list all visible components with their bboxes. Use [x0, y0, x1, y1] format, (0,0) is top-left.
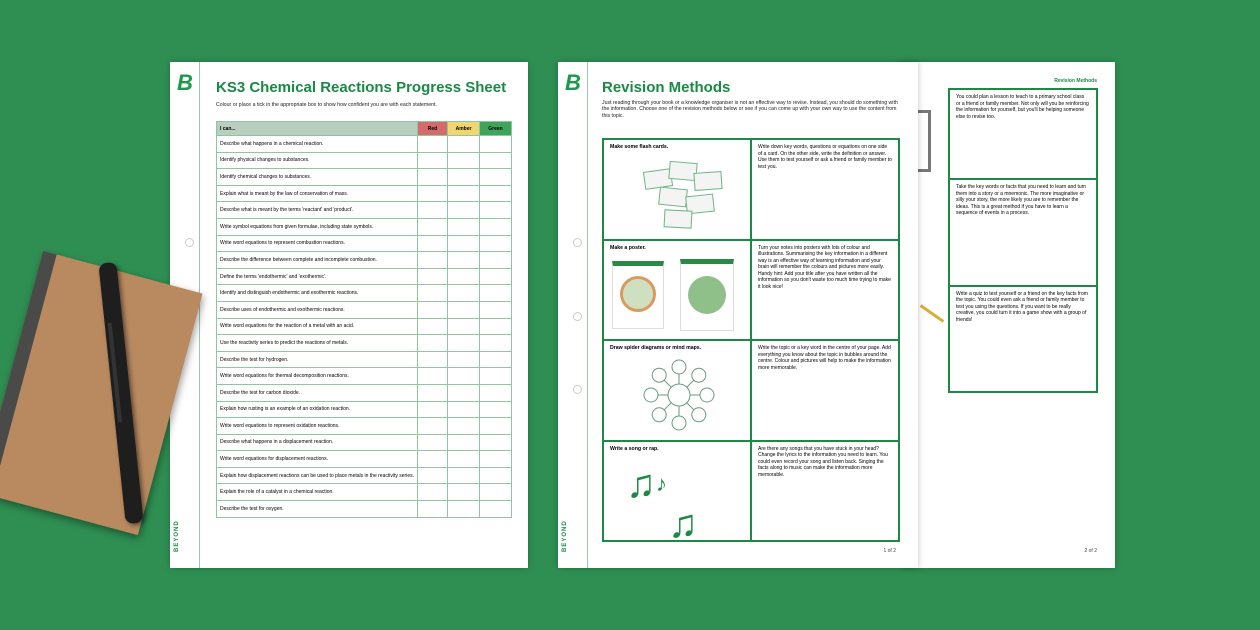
- table-row: [217, 501, 512, 518]
- table-row: [217, 268, 512, 285]
- red-box[interactable]: [418, 451, 448, 468]
- page-title: Revision Methods: [602, 79, 731, 96]
- page-number: 1 of 2: [883, 548, 896, 554]
- green-box[interactable]: [480, 185, 512, 202]
- statement: Describe the test for carbon dioxide.: [217, 384, 418, 401]
- statement: Describe what is meant by the terms 'reactant' and 'product'.: [217, 202, 418, 219]
- red-box[interactable]: [418, 235, 448, 252]
- table-row: [217, 218, 512, 235]
- amber-box[interactable]: [448, 351, 480, 368]
- green-box[interactable]: [480, 202, 512, 219]
- statement: Identify chemical changes to substances.: [217, 169, 418, 186]
- table-row: [217, 467, 512, 484]
- page-title: KS3 Chemical Reactions Progress Sheet: [216, 79, 507, 96]
- table-row: [217, 202, 512, 219]
- green-box[interactable]: [480, 451, 512, 468]
- green-box[interactable]: [480, 169, 512, 186]
- red-box[interactable]: [418, 136, 448, 153]
- method-tip: Handy hint: Add your title after you have written all the information so you don't waste too much time trying to make it look nice!: [758, 270, 891, 291]
- statement: Write word equations for thermal decomposition reactions.: [217, 368, 418, 385]
- statement: Write word equations for displacement reactions.: [217, 451, 418, 468]
- table-row: [217, 418, 512, 435]
- page-number: 2 of 2: [1084, 548, 1097, 554]
- method-desc: Write the topic or a key word in the centre of your page. Add everything you know about the topic in bubbles around the centre. Colour and pictures will help to make the information more memorable.: [758, 345, 891, 371]
- amber-box[interactable]: [448, 318, 480, 335]
- poster-image: [680, 259, 734, 331]
- green-box[interactable]: [480, 285, 512, 302]
- revision-methods-page-1: [558, 62, 918, 568]
- amber-box[interactable]: [448, 335, 480, 352]
- amber-box[interactable]: [448, 434, 480, 451]
- brand-label: BEYOND: [562, 520, 568, 552]
- amber-box[interactable]: [448, 501, 480, 518]
- green-box[interactable]: [480, 368, 512, 385]
- red-box[interactable]: [418, 434, 448, 451]
- green-box[interactable]: [480, 335, 512, 352]
- revision-methods-page-2: [900, 62, 1115, 568]
- amber-box[interactable]: [448, 268, 480, 285]
- table-row: [217, 484, 512, 501]
- method-title: Make some flash cards.: [610, 144, 669, 150]
- col-header-red: Red: [418, 122, 448, 136]
- statement: Define the terms 'endothermic' and 'exothermic'.: [217, 268, 418, 285]
- poster-image: [612, 261, 664, 329]
- statement: Explain how rusting is an example of an oxidation reaction.: [217, 401, 418, 418]
- beyond-logo: B: [177, 70, 193, 95]
- amber-box[interactable]: [448, 384, 480, 401]
- green-box[interactable]: [480, 301, 512, 318]
- red-box[interactable]: [418, 301, 448, 318]
- method-desc: Write down key words, questions or equations on one side of a card. On the other side, write the definition or answer. Use them to test yourself or ask a friend or family member to test you.: [758, 144, 892, 170]
- statement: Identify and distinguish endothermic and exothermic reactions.: [217, 285, 418, 302]
- method-desc: Are there any songs that you have stuck in your head? Change the lyrics to the information you need to learn. You could even record your song and listen back. Singing the facts along to music can make the information more memorable.: [758, 445, 888, 478]
- brand-label: BEYOND: [174, 520, 180, 552]
- red-box[interactable]: [418, 318, 448, 335]
- red-box[interactable]: [418, 484, 448, 501]
- green-box[interactable]: [480, 252, 512, 269]
- amber-box[interactable]: [448, 418, 480, 435]
- red-box[interactable]: [418, 351, 448, 368]
- col-header-amber: Amber: [448, 122, 480, 136]
- table-row: [217, 301, 512, 318]
- green-box[interactable]: [480, 501, 512, 518]
- red-box[interactable]: [418, 218, 448, 235]
- method-title: Make a poster.: [610, 244, 646, 251]
- instructions: Colour or place a tick in the appropriate box to show how confident you are with each statement.: [216, 102, 437, 108]
- red-box[interactable]: [418, 268, 448, 285]
- table-row: [217, 235, 512, 252]
- music-notes-icon: ♫♪ ♫: [626, 461, 698, 546]
- amber-box[interactable]: [448, 152, 480, 169]
- table-row: [217, 335, 512, 352]
- table-row: [217, 185, 512, 202]
- amber-box[interactable]: [448, 185, 480, 202]
- method-title: Write a song or rap.: [610, 445, 659, 452]
- table-row: [217, 152, 512, 169]
- green-box[interactable]: [480, 351, 512, 368]
- red-box[interactable]: [418, 501, 448, 518]
- red-box[interactable]: [418, 285, 448, 302]
- statement: Describe uses of endothermic and exothermic reactions.: [217, 301, 418, 318]
- intro: Just reading through your book or a knowledge organiser is not an effective way to revise. Instead, you should do something with the information. Choose one of the revision methods below or see if you can come up with your own way to use the content from this topic.: [602, 100, 898, 119]
- amber-box[interactable]: [448, 484, 480, 501]
- amber-box[interactable]: [448, 136, 480, 153]
- table-row: [217, 384, 512, 401]
- amber-box[interactable]: [448, 285, 480, 302]
- red-box[interactable]: [418, 384, 448, 401]
- statement: Explain how displacement reactions can be used to place metals in the reactivity series.: [217, 467, 418, 484]
- progress-sheet: [170, 62, 528, 568]
- amber-box[interactable]: [448, 467, 480, 484]
- beyond-logo: B: [565, 70, 581, 95]
- statement: Write symbol equations from given formulae, including state symbols.: [217, 218, 418, 235]
- col-header: I can...: [217, 122, 418, 136]
- green-box[interactable]: [480, 418, 512, 435]
- method-desc: Turn your notes into posters with lots of colour and illustrations. Summarising the key information in a different way is an effective way of learning information and your brain will remember the colours and pictures more easily.: [758, 244, 888, 271]
- method-title: Draw spider diagrams or mind maps.: [610, 345, 702, 351]
- green-box[interactable]: [480, 484, 512, 501]
- green-box[interactable]: [480, 384, 512, 401]
- amber-box[interactable]: [448, 401, 480, 418]
- green-box[interactable]: [480, 152, 512, 169]
- progress-table: [216, 121, 512, 518]
- red-box[interactable]: [418, 152, 448, 169]
- green-box[interactable]: [480, 136, 512, 153]
- statement: Describe what happens in a displacement reaction.: [217, 434, 418, 451]
- statement: Describe the difference between complete and incomplete combustion.: [217, 252, 418, 269]
- statement: Use the reactivity series to predict the reactions of metals.: [217, 335, 418, 352]
- statement: Explain the role of a catalyst in a chemical reaction.: [217, 484, 418, 501]
- table-row: [217, 434, 512, 451]
- statement: Explain what is meant by the law of conservation of mass.: [217, 185, 418, 202]
- red-box[interactable]: [418, 368, 448, 385]
- method-cell: Take the key words or facts that you need to learn and turn them into a story or a mnemonic. The more imaginative or silly your story, the more likely you are to remember the ideas. This is a great method if you have to learn a sequence of events in a process.: [949, 179, 1097, 285]
- pencil-image: [920, 304, 945, 323]
- table-row: [217, 351, 512, 368]
- table-row: [217, 169, 512, 186]
- amber-box[interactable]: [448, 301, 480, 318]
- table-row: [217, 401, 512, 418]
- amber-box[interactable]: [448, 368, 480, 385]
- amber-box[interactable]: [448, 235, 480, 252]
- method-cell: You could plan a lesson to teach to a primary school class or a friend or family member. Not only will you be reinforcing the information for yourself, but you'll be helping someone else to revise too.: [949, 89, 1097, 179]
- page-header: Revision Methods: [1054, 78, 1097, 84]
- statement: Identify physical changes to substances.: [217, 152, 418, 169]
- statement: Write word equations to represent oxidation reactions.: [217, 418, 418, 435]
- green-box[interactable]: [480, 401, 512, 418]
- green-box[interactable]: [480, 467, 512, 484]
- table-row: [217, 451, 512, 468]
- table-row: [217, 368, 512, 385]
- table-row: [217, 252, 512, 269]
- statement: Describe what happens in a chemical reaction.: [217, 136, 418, 153]
- statement: Write word equations to represent combustion reactions.: [217, 235, 418, 252]
- red-box[interactable]: [418, 401, 448, 418]
- table-row: [217, 318, 512, 335]
- red-box[interactable]: [418, 467, 448, 484]
- red-box[interactable]: [418, 252, 448, 269]
- mind-map-image: [639, 355, 719, 435]
- statement: Describe the test for oxygen.: [217, 501, 418, 518]
- red-box[interactable]: [418, 202, 448, 219]
- red-box[interactable]: [418, 169, 448, 186]
- red-box[interactable]: [418, 418, 448, 435]
- table-row: [217, 285, 512, 302]
- green-box[interactable]: [480, 318, 512, 335]
- red-box[interactable]: [418, 335, 448, 352]
- amber-box[interactable]: [448, 252, 480, 269]
- poster-thumb: [917, 110, 931, 172]
- green-box[interactable]: [480, 434, 512, 451]
- statement: Describe the test for hydrogen.: [217, 351, 418, 368]
- amber-box[interactable]: [448, 451, 480, 468]
- amber-box[interactable]: [448, 218, 480, 235]
- green-box[interactable]: [480, 235, 512, 252]
- amber-box[interactable]: [448, 169, 480, 186]
- table-row: [217, 136, 512, 153]
- green-box[interactable]: [480, 268, 512, 285]
- green-box[interactable]: [480, 218, 512, 235]
- red-box[interactable]: [418, 185, 448, 202]
- statement: Write word equations for the reaction of a metal with an acid.: [217, 318, 418, 335]
- amber-box[interactable]: [448, 202, 480, 219]
- col-header-green: Green: [480, 122, 512, 136]
- method-cell: Write a quiz to test yourself or a friend on the key facts from the topic. You could even ask a friend or family member to test you using the questions. If you want to be really creative, you could turn it into a game show with a group of friends!: [949, 286, 1097, 392]
